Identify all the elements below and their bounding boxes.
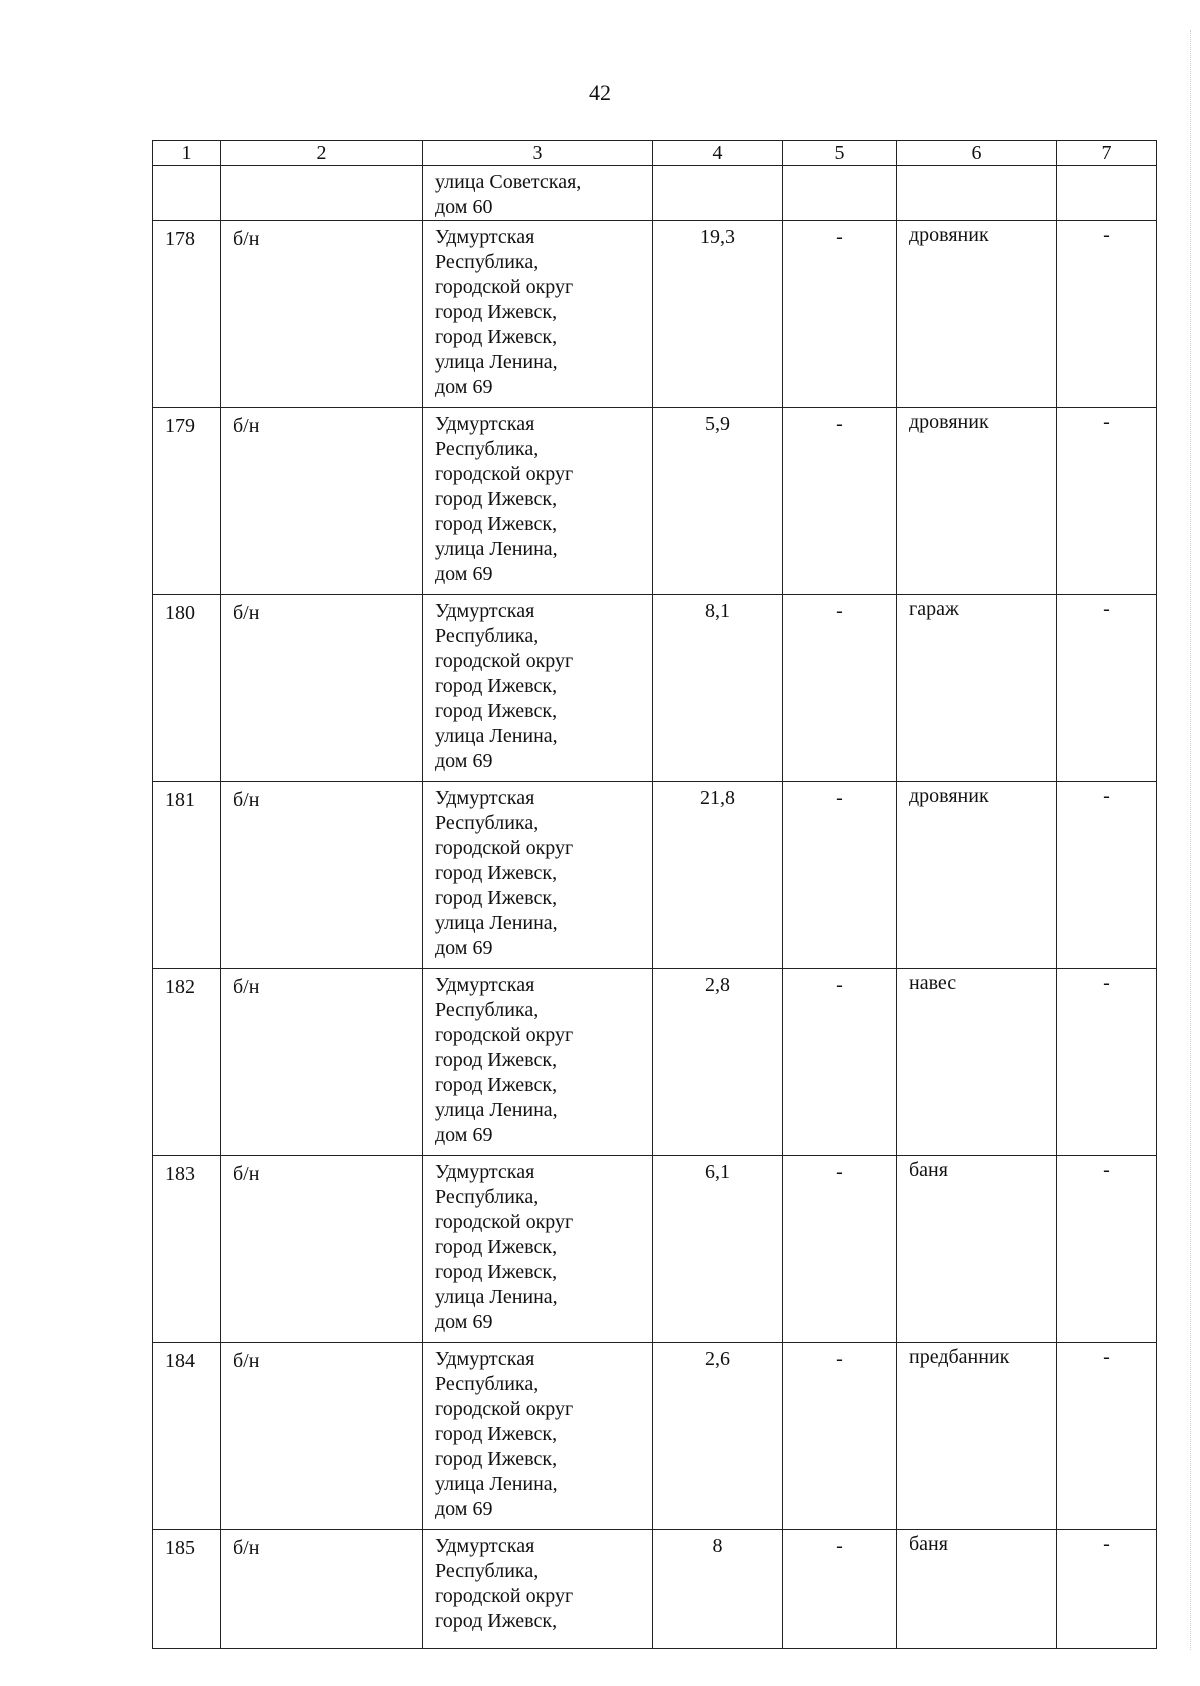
address-line: городской округ	[435, 1398, 574, 1420]
scan-edge-line	[1190, 30, 1192, 1650]
address-line: Республика,	[435, 812, 539, 834]
address-line: дом 69	[435, 563, 493, 585]
number-cell	[153, 166, 221, 221]
inventory-number-cell: б/н	[221, 1343, 423, 1530]
address-line: улица Ленина,	[435, 1473, 558, 1495]
address-line: Республика,	[435, 1373, 539, 1395]
address-line: Удмуртская	[435, 1348, 535, 1370]
address-line: дом 69	[435, 1311, 493, 1333]
address-line: город Ижевск,	[435, 1261, 558, 1283]
address-cell	[423, 1530, 653, 1649]
col7-cell: -	[1057, 969, 1157, 1156]
col5-cell: -	[783, 1343, 897, 1530]
address-line: Республика,	[435, 625, 539, 647]
address-cell	[423, 166, 653, 221]
address-line: городской округ	[435, 650, 574, 672]
column-header: 4	[653, 141, 783, 166]
address-line: Удмуртская	[435, 787, 535, 809]
name-cell	[897, 166, 1057, 221]
col7-cell	[1057, 166, 1157, 221]
inventory-number-cell: б/н	[221, 1530, 423, 1649]
address-line: город Ижевск,	[435, 301, 558, 323]
inventory-number-cell: б/н	[221, 782, 423, 969]
address-line: дом 69	[435, 376, 493, 398]
col7-cell: -	[1057, 221, 1157, 408]
address-line: городской округ	[435, 276, 574, 298]
address-cell	[423, 969, 653, 1156]
address-line: городской округ	[435, 1211, 574, 1233]
column-header: 6	[897, 141, 1057, 166]
row-number-cell: 183	[153, 1156, 221, 1343]
address-cell	[423, 1156, 653, 1343]
address-line: улица Ленина,	[435, 538, 558, 560]
area-cell: 8,1	[653, 595, 783, 782]
area-cell: 5,9	[653, 408, 783, 595]
col7-cell: -	[1057, 595, 1157, 782]
inventory-number-cell: б/н	[221, 221, 423, 408]
address-line: улица Ленина,	[435, 912, 558, 934]
address-line: Удмуртская	[435, 974, 535, 996]
inventory-cell	[221, 166, 423, 221]
col5-cell: -	[783, 595, 897, 782]
col7-cell: -	[1057, 1156, 1157, 1343]
address-cell	[423, 221, 653, 408]
address-line: город Ижевск,	[435, 887, 558, 909]
continuation-row	[153, 166, 1157, 221]
address-line: дом 60	[435, 196, 493, 218]
address-line: улица Ленина,	[435, 725, 558, 747]
table-row	[153, 782, 1157, 969]
table-row	[153, 408, 1157, 595]
object-name-cell: дровяник	[897, 408, 1057, 595]
object-name-cell: предбанник	[897, 1343, 1057, 1530]
address-line: улица Ленина,	[435, 1286, 558, 1308]
address-line: город Ижевск,	[435, 700, 558, 722]
address-line: Республика,	[435, 1560, 539, 1582]
col5-cell	[783, 166, 897, 221]
address-line: город Ижевск,	[435, 1448, 558, 1470]
table-row	[153, 969, 1157, 1156]
col5-cell: -	[783, 221, 897, 408]
address-line: город Ижевск,	[435, 1610, 558, 1632]
address-line: город Ижевск,	[435, 1423, 558, 1445]
object-name-cell: баня	[897, 1530, 1057, 1649]
address-line: Республика,	[435, 251, 539, 273]
inventory-number-cell: б/н	[221, 595, 423, 782]
address-cell	[423, 595, 653, 782]
object-name-cell: баня	[897, 1156, 1057, 1343]
table-row	[153, 1156, 1157, 1343]
col7-cell: -	[1057, 408, 1157, 595]
address-line: улица Ленина,	[435, 1099, 558, 1121]
address-line: городской округ	[435, 463, 574, 485]
table-row	[153, 221, 1157, 408]
address-line: город Ижевск,	[435, 326, 558, 348]
address-line: город Ижевск,	[435, 862, 558, 884]
inventory-number-cell: б/н	[221, 408, 423, 595]
column-header: 7	[1057, 141, 1157, 166]
address-line: город Ижевск,	[435, 1074, 558, 1096]
address-line: Удмуртская	[435, 1161, 535, 1183]
area-cell: 19,3	[653, 221, 783, 408]
col5-cell: -	[783, 1156, 897, 1343]
address-line: городской округ	[435, 1024, 574, 1046]
address-line: город Ижевск,	[435, 675, 558, 697]
page-number: 42	[589, 80, 611, 105]
address-cell	[423, 408, 653, 595]
address-line: Удмуртская	[435, 226, 535, 248]
column-header: 5	[783, 141, 897, 166]
column-header: 1	[153, 141, 221, 166]
row-number-cell: 184	[153, 1343, 221, 1530]
address-cell	[423, 1343, 653, 1530]
col5-cell: -	[783, 408, 897, 595]
address-line: дом 69	[435, 1498, 493, 1520]
address-line: Республика,	[435, 999, 539, 1021]
column-header: 3	[423, 141, 653, 166]
row-number-cell: 182	[153, 969, 221, 1156]
col7-cell: -	[1057, 1530, 1157, 1649]
address-line: город Ижевск,	[435, 1236, 558, 1258]
address-line: дом 69	[435, 750, 493, 772]
row-number-cell: 179	[153, 408, 221, 595]
row-number-cell: 181	[153, 782, 221, 969]
object-name-cell: навес	[897, 969, 1057, 1156]
table-row	[153, 595, 1157, 782]
row-number-cell: 180	[153, 595, 221, 782]
object-name-cell: дровяник	[897, 221, 1057, 408]
area-cell: 2,8	[653, 969, 783, 1156]
column-header: 2	[221, 141, 423, 166]
address-line: Удмуртская	[435, 1535, 535, 1557]
address-cell	[423, 782, 653, 969]
address-line: городской округ	[435, 837, 574, 859]
col5-cell: -	[783, 969, 897, 1156]
area-cell: 6,1	[653, 1156, 783, 1343]
address-line: город Ижевск,	[435, 513, 558, 535]
property-registry-table	[152, 140, 1157, 1649]
area-cell: 8	[653, 1530, 783, 1649]
inventory-number-cell: б/н	[221, 1156, 423, 1343]
col5-cell: -	[783, 1530, 897, 1649]
address-line: городской округ	[435, 1585, 574, 1607]
column-number-row	[153, 141, 1157, 166]
object-name-cell: гараж	[897, 595, 1057, 782]
row-number-cell: 185	[153, 1530, 221, 1649]
address-line: Республика,	[435, 1186, 539, 1208]
col7-cell: -	[1057, 782, 1157, 969]
area-cell	[653, 166, 783, 221]
row-number-cell: 178	[153, 221, 221, 408]
address-line: Удмуртская	[435, 600, 535, 622]
address-line: Республика,	[435, 438, 539, 460]
address-line: улица Советская,	[435, 171, 582, 193]
address-line: улица Ленина,	[435, 351, 558, 373]
object-name-cell: дровяник	[897, 782, 1057, 969]
address-line: город Ижевск,	[435, 1049, 558, 1071]
address-line: город Ижевск,	[435, 488, 558, 510]
inventory-number-cell: б/н	[221, 969, 423, 1156]
address-line: дом 69	[435, 1124, 493, 1146]
address-line: Удмуртская	[435, 413, 535, 435]
col7-cell: -	[1057, 1343, 1157, 1530]
table-row	[153, 1343, 1157, 1530]
area-cell: 21,8	[653, 782, 783, 969]
table-row	[153, 1530, 1157, 1649]
area-cell: 2,6	[653, 1343, 783, 1530]
col5-cell: -	[783, 782, 897, 969]
address-line: дом 69	[435, 937, 493, 959]
